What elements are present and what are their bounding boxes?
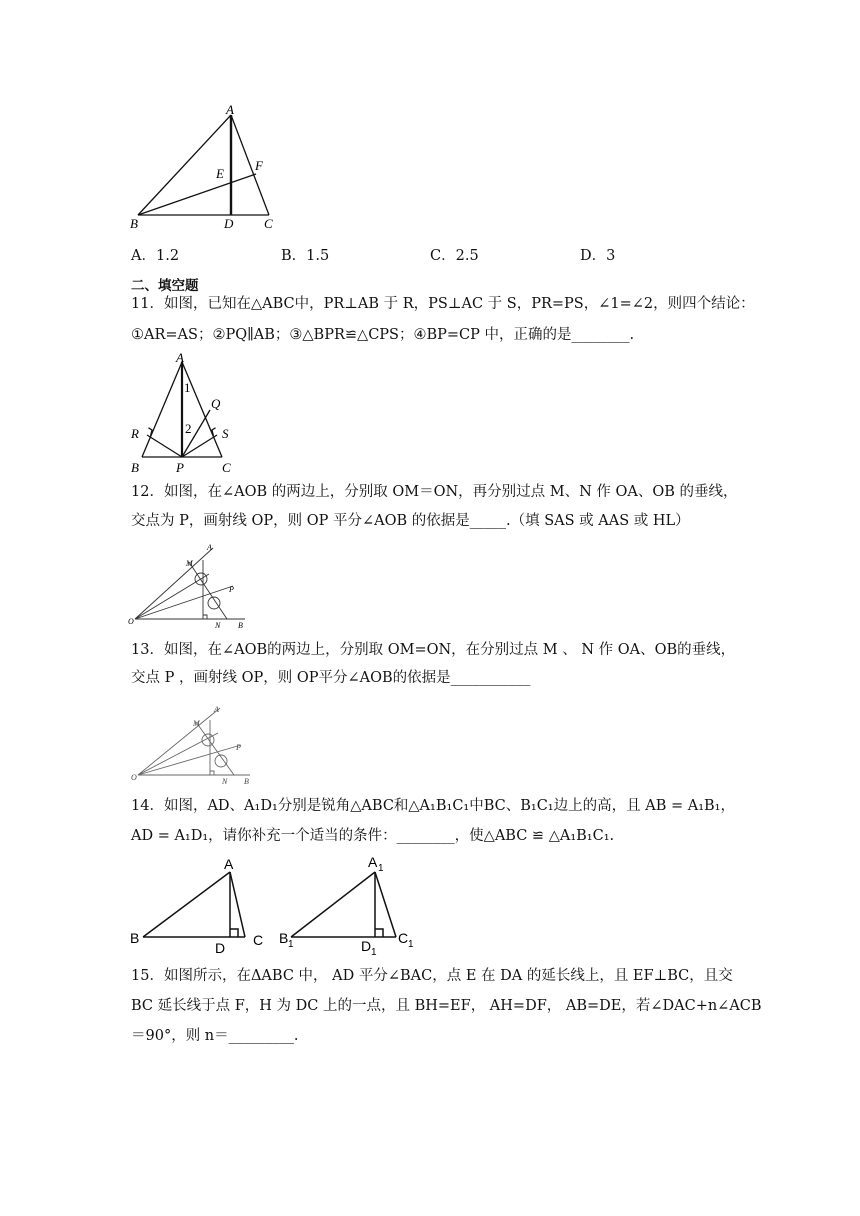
q11-label-two: 2 — [185, 421, 192, 436]
q14-label-d: D — [215, 940, 226, 955]
q13-label-b: B — [244, 777, 249, 785]
q11-label-c: C — [222, 460, 231, 475]
q12-label-a: A — [207, 543, 212, 552]
q13-label-m: M — [193, 719, 200, 728]
option-letter: A． — [131, 248, 156, 264]
q12-label-m: M — [186, 559, 193, 568]
q14-label-b: B — [130, 930, 140, 946]
section-title: 二、填空题 — [131, 278, 199, 294]
q15-line-1: 15．如图所示，在ΔABC 中， AD 平分∠BAC，点 E 在 DA 的延长线上，且 EF⊥BC，且交 — [131, 968, 733, 984]
q13-label-a: A — [214, 705, 219, 714]
q13-line-1: 13．如图，在∠AOB的两边上，分别取 OM=ON，在分别过点 M 、 N 作 OA、OB的垂线， — [131, 642, 736, 658]
q14-figure — [128, 850, 428, 955]
q12-line-1: 12．如图，在∠AOB 的两边上，分别取 OM＝ON，再分别过点 M、N 作 OA、OB 的垂线， — [131, 484, 738, 500]
q14-sub-d1: 1 — [371, 947, 377, 955]
q14-label-c: C — [253, 932, 264, 948]
q12-label-p: P — [229, 585, 234, 594]
option-letter: B． — [281, 248, 307, 264]
option-value: 1.5 — [306, 248, 330, 264]
q11-label-b: B — [131, 460, 139, 475]
q11-label-s: S — [222, 426, 229, 441]
q15-line-3: ＝90°，则 n＝_________. — [131, 1028, 299, 1044]
q10-option-d[interactable] — [580, 244, 615, 265]
q10-label-e: E — [216, 166, 224, 181]
q14-sub-a1: 1 — [378, 863, 384, 874]
q12-label-b: B — [238, 621, 243, 630]
q14-label-d1: D — [361, 938, 372, 954]
q11-label-q: Q — [211, 396, 221, 411]
q14-label-b1: B — [279, 930, 289, 946]
q14-label-c1: C — [398, 930, 409, 946]
q12-line-2: 交点为 P，画射线 OP，则 OP 平分∠AOB 的依据是_____.（填 SAS 或 AAS 或 HL） — [131, 513, 690, 529]
q12-figure — [125, 540, 250, 630]
q11-label-p: P — [176, 460, 184, 475]
q14-label-a1: A — [368, 854, 378, 870]
q14-label-a: A — [224, 856, 234, 872]
option-value: 2.5 — [455, 248, 479, 264]
option-letter: C． — [430, 248, 456, 264]
q10-label-d: D — [224, 216, 234, 231]
q14-sub-c1: 1 — [408, 939, 414, 950]
option-letter: D． — [580, 248, 607, 264]
q12-label-n: N — [215, 621, 221, 630]
q11-label-r: R — [131, 426, 139, 441]
q15-line-2: BC 延长线于点 F，H 为 DC 上的一点，且 BH=EF， AH=DF， AB=DE，若∠DAC+n∠ACB — [131, 998, 762, 1014]
q10-label-c: C — [264, 216, 273, 231]
q10-label-f: F — [255, 158, 263, 173]
q11-line-1: 11．如图，已知在△ABC中，PR⊥AB 于 R，PS⊥AC 于 S，PR=PS，∠1=∠2，则四个结论： — [131, 296, 755, 312]
q11-label-a: A — [176, 352, 184, 365]
q11-line-2: ①AR=AS；②PQ∥AB；③△BPR≌△CPS；④BP=CP 中，正确的是________. — [131, 327, 635, 343]
q10-figure — [125, 100, 285, 235]
q14-sub-b1: 1 — [288, 939, 294, 950]
q11-label-one: 1 — [184, 380, 191, 395]
q13-figure — [128, 700, 258, 785]
q11-figure — [125, 352, 250, 477]
q10-option-a[interactable] — [131, 244, 179, 265]
q13-label-n: N — [222, 777, 228, 785]
q12-label-o: O — [128, 617, 134, 626]
q13-label-o: O — [131, 773, 137, 782]
q10-label-b: B — [130, 216, 138, 231]
option-value: 3 — [606, 248, 616, 264]
q10-label-a: A — [226, 102, 234, 117]
q13-label-p: P — [236, 743, 241, 752]
q14-line-1: 14．如图，AD、A₁D₁分别是锐角△ABC和△A₁B₁C₁中BC、B₁C₁边上的高，且 AB = A₁B₁， — [131, 798, 735, 814]
q14-line-2: AD = A₁D₁，请你补充一个适当的条件：________，使△ABC ≌ △A₁B₁C₁. — [131, 828, 615, 844]
q10-option-b[interactable] — [281, 244, 329, 265]
q13-line-2: 交点 P ，画射线 OP，则 OP平分∠AOB的依据是___________ — [131, 670, 531, 686]
option-value: 1.2 — [155, 248, 180, 264]
q10-option-c[interactable] — [430, 244, 479, 265]
